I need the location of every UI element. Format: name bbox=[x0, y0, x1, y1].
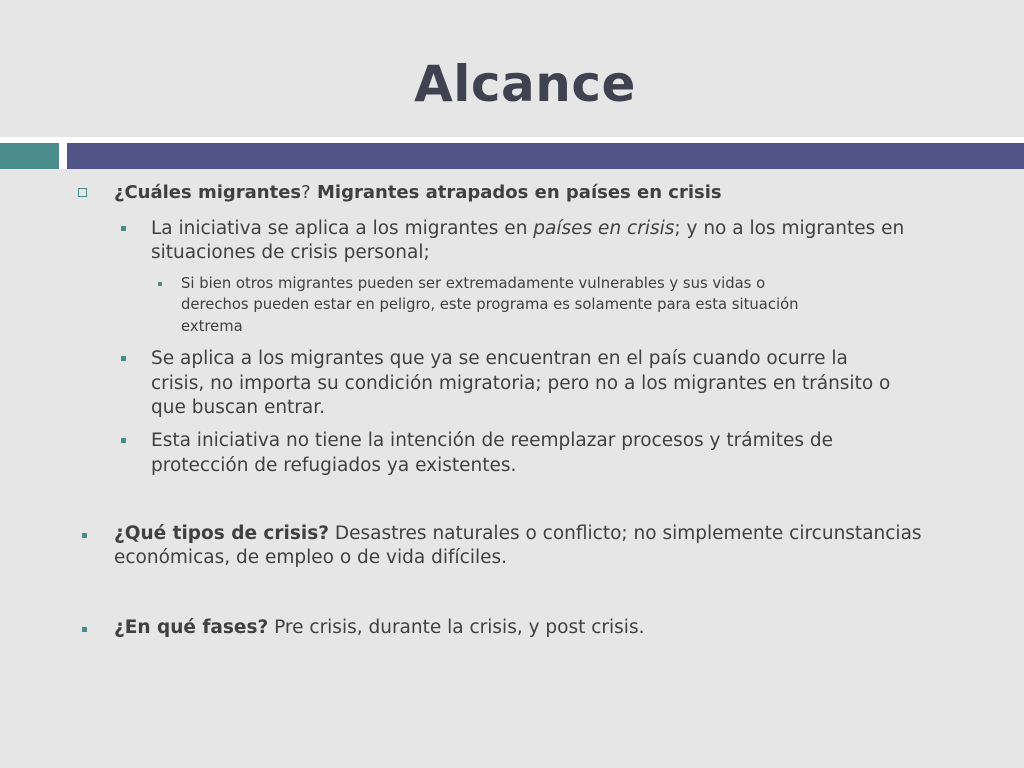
bullet-3-line-1: Esta iniciativa no tiene la intención de reemplazar procesos y trámites de bbox=[151, 430, 834, 451]
hollow-square-bullet-icon bbox=[78, 188, 87, 197]
sub-bullet-line-2: derechos pueden estar en peligro, este programa es solamente para esta situación bbox=[181, 296, 799, 313]
square-bullet-icon bbox=[82, 533, 87, 538]
bullet-2-line-1: Se aplica a los migrantes que ya se encuentran en el país cuando ocurre la bbox=[151, 348, 848, 369]
bullet-1-post: ; y no a los migrantes en bbox=[674, 218, 905, 239]
question-crisis-types-line-2: económicas, de empleo o de vida difíciles. bbox=[114, 547, 507, 568]
bullet-2-line-3: que buscan entrar. bbox=[151, 397, 326, 418]
question-phases-bold: ¿En qué fases? bbox=[114, 617, 269, 638]
accent-bar-purple bbox=[67, 143, 1024, 169]
question-phases-rest: Pre crisis, durante la crisis, y post crisis. bbox=[268, 617, 645, 638]
accent-bar-teal bbox=[0, 143, 59, 169]
square-bullet-icon bbox=[121, 356, 126, 361]
accent-bar-gap bbox=[59, 143, 67, 169]
bullet-1-italic: países en crisis bbox=[533, 218, 675, 239]
square-bullet-icon bbox=[121, 438, 126, 443]
question-crisis-types-bold: ¿Qué tipos de crisis? bbox=[114, 523, 329, 544]
bullet-3-line-2: protección de refugiados ya existentes. bbox=[151, 455, 517, 476]
sub-bullet-line-1: Si bien otros migrantes pueden ser extremadamente vulnerables y sus vidas o bbox=[181, 275, 766, 292]
question-phases bbox=[114, 616, 644, 640]
question-migrants-mark: ? bbox=[301, 182, 311, 203]
square-bullet-icon bbox=[121, 226, 126, 231]
bullet-2-line-2: crisis, no importa su condición migratoria; pero no a los migrantes en tránsito o bbox=[151, 373, 891, 394]
bullet-1-line-2: situaciones de crisis personal; bbox=[151, 242, 430, 263]
question-crisis-types-rest: Desastres naturales o conflicto; no simplemente circunstancias bbox=[328, 523, 922, 544]
sub-bullet-line-3: extrema bbox=[181, 318, 243, 335]
question-migrants-bold-a: ¿Cuáles migrantes bbox=[114, 182, 302, 203]
question-migrants-bold-b: Migrantes atrapados en países en crisis bbox=[310, 182, 722, 203]
question-crisis-types-line-1 bbox=[114, 522, 922, 546]
bullet-1-pre: La iniciativa se aplica a los migrantes en bbox=[151, 218, 534, 239]
slide-title: Alcance bbox=[414, 55, 636, 113]
square-bullet-icon bbox=[82, 627, 87, 632]
question-migrants bbox=[114, 181, 722, 205]
bullet-1-line-1 bbox=[151, 217, 904, 241]
small-square-bullet-icon bbox=[158, 282, 162, 286]
